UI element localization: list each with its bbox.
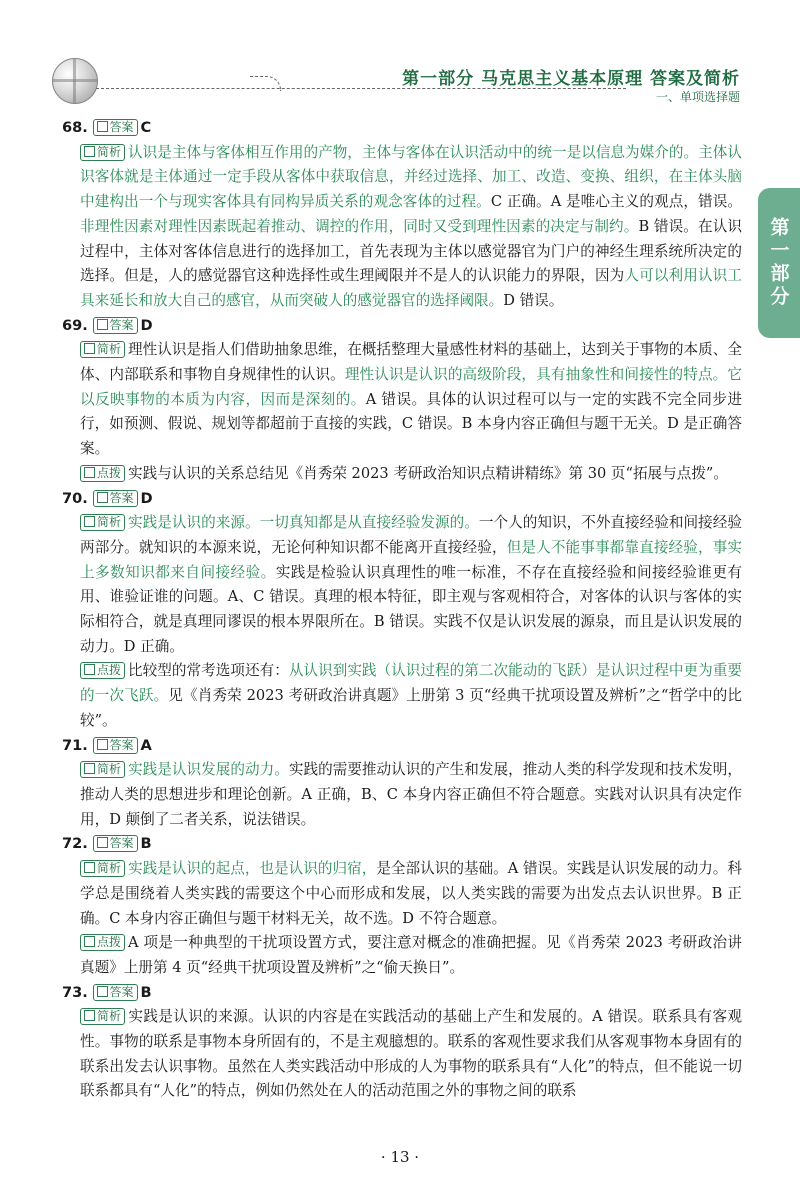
question-72-analysis: 简析 实践是认识的起点，也是认识的归宿，是全部认识的基础。A 错误。实践是认识发展的动力。科学总是围绕着人类实践的需要这个中心而形成和发展，以人类实践的需要为出发点去认识世界。B 正确。C 本身内容正确但与题干材料无关，故不选。D 不符合题意。	[80, 860, 742, 927]
tip-tag: 点拨	[80, 662, 125, 679]
question-number: 68.	[62, 119, 88, 136]
question-number: 73.	[62, 983, 88, 1001]
analysis-tag: 简析	[80, 1008, 125, 1025]
analysis-tag: 简析	[80, 341, 125, 358]
answer-letter: D	[140, 316, 153, 334]
question-70-answer	[62, 487, 742, 512]
question-72-answer	[62, 832, 742, 857]
header-title: 第一部分 马克思主义基本原理 答案及简析	[402, 69, 740, 89]
question-70-analysis: 简析 实践是认识的来源。一切真知都是从直接经验发源的。一个人的知识，不外直接经验和间接经验两部分。就知识的本源来说，无论何种知识都不能离开直接经验，但是人不能事事都靠直接经验，事实上多数知识都来自间接经验。实践是检验认识真理性的唯一标准，不存在直接经验和间接经验谁更有用、谁验证谁的问题。A、C 错误。真理的根本特征，即主观与客观相符合，对客体的认识与客体的实际相符合，就是真理同谬误的根本界限所在。B 错误。实践不仅是认识发展的源泉，而且是认识发展的动力。D 正确。	[80, 514, 742, 655]
tip-tag: 点拨	[80, 934, 125, 951]
answer-letter: B	[140, 835, 152, 853]
book-icon	[84, 1010, 95, 1021]
answer-content	[62, 116, 742, 1104]
answer-letter: A	[140, 736, 152, 754]
analysis-tag: 简析	[80, 860, 125, 877]
answer-tag: 答案	[93, 984, 138, 1001]
question-68-answer	[62, 116, 742, 141]
question-69-answer	[62, 314, 742, 339]
question-71-analysis: 简析 实践是认识发展的动力。实践的需要推动认识的产生和发展，推动人类的科学发现和技术发明，推动人类的思想进步和理论创新。A 正确，B、C 本身内容正确但不符合题意。实践对认识具有决定作用，D 颠倒了二者关系，说法错误。	[80, 761, 742, 828]
page-header	[0, 0, 800, 110]
question-69-tip: 点拨 实践与认识的关系总结见《肖秀荣 2023 考研政治知识点精讲精练》第 30 页“拓展与点拨”。	[62, 462, 742, 487]
answer-tag: 答案	[93, 317, 138, 334]
question-number: 71.	[62, 736, 88, 754]
book-icon	[84, 763, 95, 774]
answer-tag: 答案	[93, 835, 138, 852]
question-69-analysis: 简析 理性认识是指人们借助抽象思维，在概括整理大量感性材料的基础上，达到关于事物的本质、全体、内部联系和事物自身规律性的认识。理性认识是认识的高级阶段，具有抽象性和间接性的特点。它以反映事物的本质为内容，因而是深刻的。A 错误。具体的认识过程可以与一定的实践不完全同步进行，如预测、假说、规划等都超前于直接的实践，C 错误。B 本身内容正确但与题干无关。D 是正确答案。	[80, 341, 742, 458]
question-70-tip: 点拨 比较型的常考选项还有：从认识到实践（认识过程的第二次能动的飞跃）是认识过程中更为重要的一次飞跃。见《肖秀荣 2023 考研政治讲真题》上册第 3 页“经典干扰项设置及辨析”之“哲学中的比较”。	[80, 662, 742, 729]
question-72-tip: 点拨 A 项是一种典型的干扰项设置方式，要注意对概念的准确把握。见《肖秀荣 2023 考研政治讲真题》上册第 4 页“经典干扰项设置及辨析”之“偷天换日”。	[80, 934, 742, 976]
question-73-answer	[62, 981, 742, 1006]
pen-icon	[97, 121, 108, 132]
answer-tag: 答案	[93, 737, 138, 754]
lightbulb-icon	[84, 467, 95, 478]
tip-tag: 点拨	[80, 465, 125, 482]
question-68-analysis: 简析 认识是主体与客体相互作用的产物，主体与客体在认识活动中的统一是以信息为媒介的。主体认识客体就是主体通过一定手段从客体中获取信息，并经过选择、加工、改造、变换、组织，在主体头脑中建构出一个与现实客体具有同构异质关系的观念客体的过程。C 正确。A 是唯心主义的观点，错误。非理性因素对理性因素既起着推动、调控的作用，同时又受到理性因素的决定与制约。B 错误。在认识过程中，主体对客体信息进行的选择加工，首先表现为主体以感觉器官为门户的神经生理系统所决定的选择。但是，人的感觉器官这种选择性或生理阈限并不是人的认识能力的界限，因为人可以利用认识工具来延长和放大自己的感官，从而突破人的感觉器官的选择阈限。D 错误。	[80, 143, 742, 309]
analysis-tag: 简析	[80, 514, 125, 531]
analysis-tag: 简析	[80, 144, 125, 161]
book-icon	[84, 343, 95, 354]
question-71-answer	[62, 734, 742, 759]
lightbulb-icon	[84, 664, 95, 675]
analysis-tag: 简析	[80, 761, 125, 778]
pen-icon	[97, 986, 108, 997]
pen-icon	[97, 319, 108, 330]
pen-icon	[97, 837, 108, 848]
question-73-analysis: 简析 实践是认识的来源。认识的内容是在实践活动的基础上产生和发展的。A 错误。联系具有客观性。事物的联系是事物本身所固有的，不是主观臆想的。联系的客观性要求我们从客观事物本身固有的联系出发去认识事物。虽然在人类实践活动中形成的人为事物的联系具有“人化”的特点，但不能说一切联系都具有“人化”的特点，例如仍然处在人的活动范围之外的事物之间的联系	[80, 1008, 742, 1100]
pen-icon	[97, 739, 108, 750]
answer-tag: 答案	[93, 490, 138, 507]
header-subtitle: 一、单项选择题	[655, 90, 740, 104]
book-icon	[84, 516, 95, 527]
question-number: 72.	[62, 835, 88, 853]
page-number: · 13 ·	[380, 1148, 420, 1166]
pen-icon	[97, 492, 108, 503]
answer-letter: B	[140, 983, 152, 1001]
answer-letter: D	[140, 489, 153, 507]
globe-logo-icon	[52, 58, 98, 104]
book-icon	[84, 862, 95, 873]
answer-letter: C	[140, 119, 152, 136]
book-icon	[84, 146, 95, 157]
answer-tag: 答案	[93, 119, 138, 136]
question-number: 70.	[62, 489, 88, 507]
lightbulb-icon	[84, 936, 95, 947]
question-number: 69.	[62, 316, 88, 334]
section-side-tab: 第一部分	[758, 188, 800, 338]
